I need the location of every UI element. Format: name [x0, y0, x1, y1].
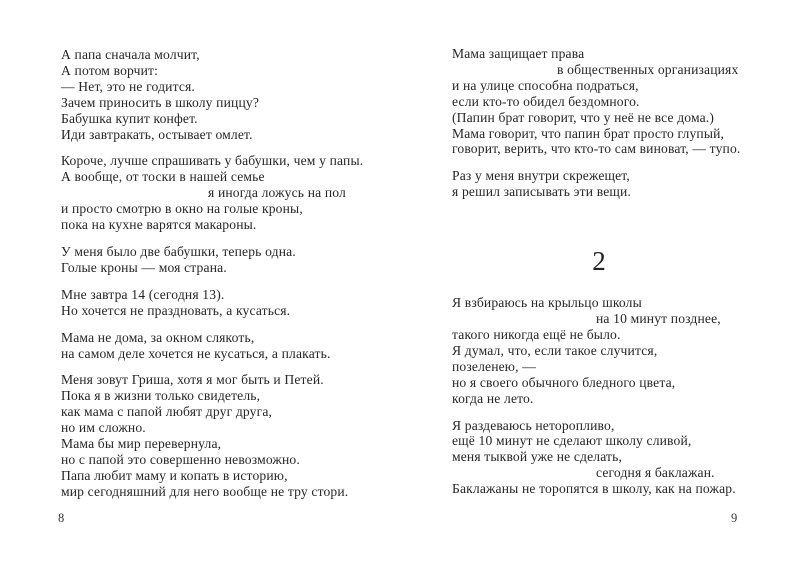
poem-line: на самом деле хочется не кусаться, а плакать. — [61, 345, 331, 361]
stanza — [61, 287, 411, 319]
poem-line: Короче, лучше спрашивать у бабушки, чем у папы. — [61, 153, 364, 169]
poem-line: Мама говорит, что папин брат просто глупый, — [452, 125, 725, 141]
poem-line: Раз у меня внутри скрежещет, — [452, 168, 630, 184]
poem-line: Мама бы мир перевернула, — [61, 436, 222, 452]
poem-line: когда не лето. — [452, 390, 534, 406]
page-number-right: 9 — [731, 511, 738, 525]
poem-line: но я своего обычного бледного цвета, — [452, 374, 676, 390]
poem-line: как мама с папой любят друг друга, — [61, 404, 273, 420]
poem-line: У меня было две бабушки, теперь одна. — [61, 243, 296, 259]
poem-line: но им сложно. — [61, 420, 146, 436]
stanza — [61, 372, 411, 499]
poem-line: Я взбираюсь на крыльцо школы — [452, 295, 642, 311]
poem-line: если кто-то обидел бездомного. — [452, 93, 640, 109]
poem-line: (Папин брат говорит, что у неё не все дома.) — [452, 109, 715, 125]
poem-line: и на улице способна подраться, — [452, 77, 639, 93]
page-right-text-column — [452, 46, 746, 508]
poem-line: ещё 10 минут не сделают школу сливой, — [452, 433, 692, 449]
poem-line: Иди завтракать, остывает омлет. — [61, 126, 253, 142]
section-heading: 2 — [592, 246, 606, 277]
poem-line: А вообще, от тоски в нашей семье — [61, 169, 265, 185]
poem-line: меня тыквой уже не сделать, — [452, 449, 623, 465]
stanza — [452, 295, 746, 406]
poem-line: Баклажаны не торопятся в школу, как на пожар. — [452, 481, 736, 497]
poem-line: Но хочется не праздновать, а кусаться. — [61, 302, 291, 318]
poem-line: А папа сначала молчит, — [61, 47, 200, 62]
poem-line: и просто смотрю в окно на голые кроны, — [61, 201, 303, 217]
stanza — [452, 46, 746, 157]
page-left-text-column — [61, 47, 411, 511]
poem-line: но с папой это совершенно невозможно. — [61, 451, 300, 467]
poem-line: говорит, верить, что кто-то сам виноват, — тупо. — [452, 141, 741, 157]
poem-line-indented: сегодня я баклажан. — [596, 465, 715, 481]
poem-line: пока на кухне варятся макароны. — [61, 217, 257, 233]
page-number-left: 8 — [58, 511, 65, 525]
poem-line: Я раздеваюсь неторопливо, — [452, 417, 615, 433]
stanza — [61, 47, 411, 142]
poem-line: Пока я в жизни только свидетель, — [61, 388, 261, 404]
stanza — [61, 244, 411, 276]
stanza — [61, 330, 411, 362]
poem-line: я решил записывать эти вещи. — [452, 184, 631, 200]
poem-line: Мама не дома, за окном слякоть, — [61, 329, 255, 345]
poem-line: Я думал, что, если такое случится, — [452, 342, 658, 358]
poem-line: Мама защищает права — [452, 46, 585, 61]
stanza — [61, 153, 411, 233]
poem-line-indented: я иногда ложусь на пол — [208, 185, 346, 201]
poem-line: Мне завтра 14 (сегодня 13). — [61, 286, 225, 302]
poem-line: такого никогда ещё не было. — [452, 326, 621, 342]
poem-line: А потом ворчит: — [61, 62, 159, 78]
poem-line: Папа любит маму и копать в историю, — [61, 467, 288, 483]
poem-line: позеленею, — — [452, 358, 536, 374]
poem-line: — Нет, это не годится. — [61, 78, 195, 94]
poem-line: Голые кроны — моя страна. — [61, 259, 227, 275]
poem-line: Меня зовут Гриша, хотя я мог быть и Петей. — [61, 372, 324, 388]
stanza — [452, 168, 746, 200]
poem-line: Зачем приносить в школу пиццу? — [61, 94, 259, 110]
poem-line-indented: в общественных организациях — [557, 61, 739, 77]
poem-line: мир сегодняшний для него вообще не тру стори. — [61, 483, 349, 499]
stanza — [452, 418, 746, 498]
poem-line-indented: на 10 минут позднее, — [596, 311, 721, 327]
poem-line: Бабушка купит конфет. — [61, 110, 198, 126]
